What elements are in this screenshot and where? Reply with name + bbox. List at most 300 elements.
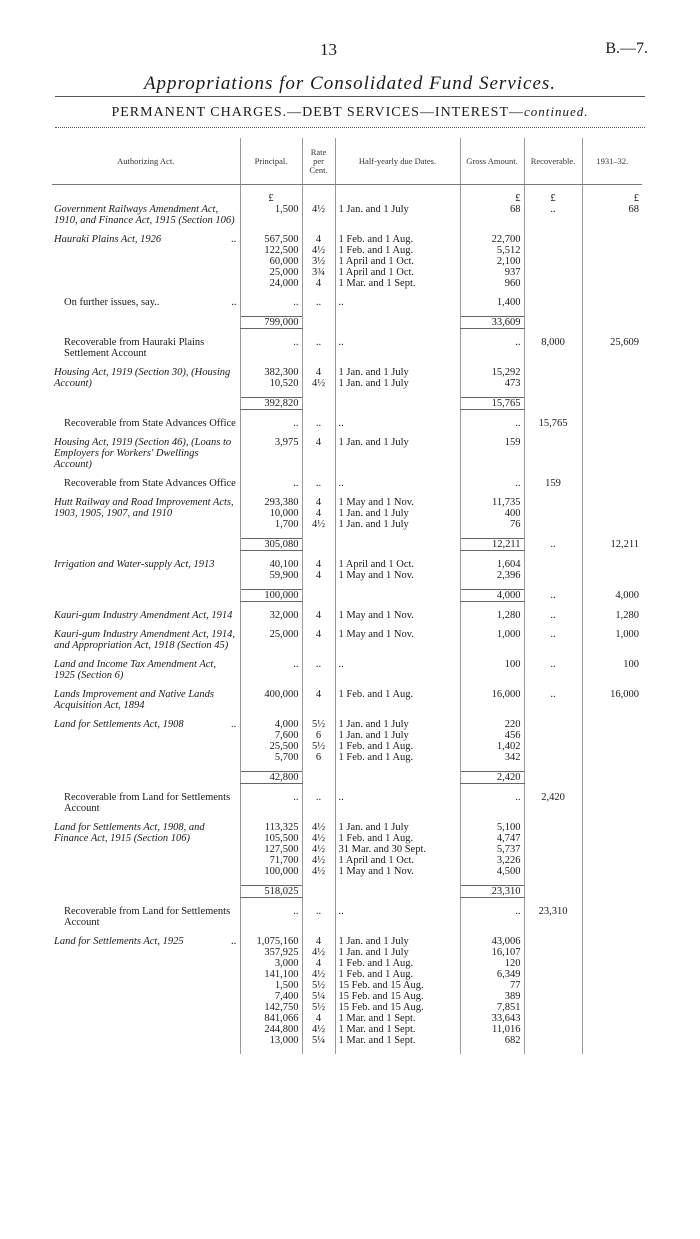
due-dates-cell [335, 297, 460, 308]
authorizing-act [52, 418, 240, 429]
act-cell [52, 398, 240, 410]
principal-value: 1,075,160 [256, 936, 299, 947]
recoverable-value [524, 497, 582, 530]
gross-amount-value: .. [515, 906, 521, 917]
gross-amount-value: 22,700 [491, 234, 521, 245]
recoverable-value [524, 822, 582, 877]
gross-amount-value: 120 [504, 958, 521, 969]
gross-amount-value: 16,000 [491, 689, 521, 700]
table-row [52, 659, 642, 681]
unit-recoverable: £ [524, 193, 582, 204]
principal-value: 244,800 [264, 1024, 299, 1035]
rate-value: 4½ [311, 204, 326, 215]
table-row [52, 418, 642, 429]
principal-cell [240, 297, 302, 308]
recoverable-value [524, 719, 582, 763]
gross-amount-cell [460, 204, 524, 226]
authorizing-act [52, 204, 240, 226]
recoverable-value: 15,765 [524, 418, 582, 429]
row-spacer [52, 551, 642, 560]
row-spacer [52, 898, 642, 907]
col-rate: Rate per Cent. [302, 138, 335, 185]
principal-value: 567,500 [264, 234, 299, 245]
act-name: Housing Act, 1919 (Section 30), (Housing Account) [54, 367, 231, 389]
due-dates-cell [335, 936, 460, 1046]
due-dates-value: .. [338, 297, 344, 308]
due-dates-cell [335, 497, 460, 530]
rate-value: .. [315, 337, 322, 348]
unit-principal: £ [240, 193, 302, 204]
principal-value: 113,325 [264, 822, 299, 833]
gross-amount-cell [460, 610, 524, 621]
year-total [582, 772, 642, 784]
gross-amount-cell [460, 234, 524, 289]
principal-value: .. [293, 297, 299, 308]
rate-cell [302, 398, 335, 410]
rate-value: 5½ [311, 741, 326, 752]
year-value [582, 234, 642, 289]
recoverable-value: 8,000 [524, 337, 582, 359]
gross-amount-value: 2,396 [496, 570, 521, 581]
year-value [582, 719, 642, 763]
rate-value: 4 [315, 508, 322, 519]
row-spacer [52, 226, 642, 234]
recoverable-cell [524, 317, 582, 329]
year-total [582, 317, 642, 329]
row-spacer [52, 928, 642, 936]
rate-cell [302, 659, 335, 681]
gross-amount-cell [460, 337, 524, 359]
principal-cell [240, 337, 302, 359]
due-dates-cell [335, 906, 460, 928]
row-spacer [52, 359, 642, 367]
principal-value: 841,066 [264, 1013, 299, 1024]
recoverable-cell: .. [524, 590, 582, 602]
act-name: Land for Settlements Act, 1925 [54, 936, 184, 947]
due-dates-value: 15 Feb. and 15 Aug. [338, 991, 424, 1002]
due-dates-cell [335, 629, 460, 651]
gross-amount-value: 15,292 [491, 367, 521, 378]
principal-cell [240, 234, 302, 289]
authorizing-act [52, 497, 240, 530]
due-dates-value: 1 May and 1 Nov. [338, 497, 414, 508]
principal-cell [240, 497, 302, 530]
table-row [52, 629, 642, 651]
principal-value: 32,000 [269, 610, 299, 621]
gross-amount-value: 473 [504, 378, 521, 389]
year-value: 1,000 [582, 629, 642, 651]
authorizing-act [52, 478, 240, 489]
principal-value: 5,700 [274, 752, 299, 763]
due-dates-value: 1 May and 1 Nov. [338, 610, 414, 621]
table-row [52, 610, 642, 621]
principal-value: 293,380 [264, 497, 299, 508]
act-name: Hauraki Plains Act, 1926 [54, 234, 162, 245]
gross-amount-value: 4,500 [496, 866, 521, 877]
authorizing-act [52, 367, 240, 389]
rate-cell [302, 539, 335, 551]
act-name: Hutt Railway and Road Improvement Acts, 1903, 1905, 1907, and 1910 [54, 497, 234, 519]
due-dates-value: 1 May and 1 Nov. [338, 866, 414, 877]
due-dates-value: 1 April and 1 Oct. [338, 855, 415, 866]
rate-value: 4½ [311, 833, 326, 844]
principal-value: 105,500 [264, 833, 299, 844]
due-dates-value: 1 Jan. and 1 July [338, 204, 409, 215]
year-value: 25,609 [582, 337, 642, 359]
due-dates-value: 1 April and 1 Oct. [338, 256, 415, 267]
principal-value: 13,000 [269, 1035, 299, 1046]
principal-value: 7,600 [274, 730, 299, 741]
gross-amount-value: .. [515, 478, 521, 489]
dates-cell [335, 539, 460, 551]
authorizing-act [52, 906, 240, 928]
principal-cell [240, 936, 302, 1046]
principal-value: 1,500 [274, 980, 299, 991]
rate-cell [302, 204, 335, 226]
gross-amount-value: 6,349 [496, 969, 521, 980]
principal-cell [240, 610, 302, 621]
due-dates-value: .. [338, 659, 344, 670]
gross-total: 4,000 [460, 590, 524, 602]
authorizing-act [52, 936, 240, 1046]
year-value: 1,280 [582, 610, 642, 621]
row-spacer [52, 308, 642, 317]
table-row [52, 204, 642, 226]
due-dates-value: 1 Jan. and 1 July [338, 367, 409, 378]
year-value [582, 478, 642, 489]
leader-dots: .. [231, 297, 237, 308]
rate-value: 6 [315, 730, 322, 741]
due-dates-value: .. [338, 906, 344, 917]
due-dates-cell [335, 559, 460, 581]
year-total [582, 886, 642, 898]
recoverable-value: .. [524, 610, 582, 621]
rate-cell [302, 367, 335, 389]
gross-amount-value: 3,226 [496, 855, 521, 866]
principal-value: 3,000 [274, 958, 299, 969]
due-dates-value: 1 May and 1 Nov. [338, 570, 414, 581]
recoverable-value [524, 234, 582, 289]
due-dates-value: 1 Mar. and 1 Sept. [338, 278, 416, 289]
subtotal-row [52, 317, 642, 329]
principal-value: .. [293, 792, 299, 803]
col-recoverable: Recoverable. [524, 138, 582, 185]
due-dates-cell [335, 792, 460, 814]
gross-amount-value: 159 [504, 437, 521, 448]
gross-amount-cell [460, 418, 524, 429]
principal-value: 4,000 [274, 719, 299, 730]
rate-cell [302, 936, 335, 1046]
authorizing-act [52, 437, 240, 470]
act-name: Recoverable from Hauraki Plains Settlement Account [64, 337, 205, 359]
act-name: Recoverable from State Advances Office [64, 418, 236, 429]
rate-value: 4 [315, 629, 322, 640]
col-authorizing-act: Authorizing Act. [52, 138, 240, 185]
authorizing-act [52, 297, 240, 308]
due-dates-value: 1 Jan. and 1 July [338, 822, 409, 833]
rate-value: 4 [315, 437, 322, 448]
principal-value: 71,700 [269, 855, 299, 866]
rate-cell [302, 689, 335, 711]
table-row [52, 234, 642, 289]
act-name: Recoverable from Land for Settlements Account [64, 792, 231, 814]
unit-gross: £ [460, 193, 524, 204]
table-row [52, 478, 642, 489]
year-value [582, 418, 642, 429]
due-dates-cell [335, 337, 460, 359]
authorizing-act [52, 559, 240, 581]
gross-amount-value: 43,006 [491, 936, 521, 947]
recoverable-value [524, 936, 582, 1046]
due-dates-value: 1 Feb. and 1 Aug. [338, 741, 414, 752]
act-cell [52, 590, 240, 602]
gross-amount-value: 4,747 [496, 833, 521, 844]
gross-amount-value: 68 [510, 204, 521, 215]
table-row [52, 792, 642, 814]
table-row [52, 689, 642, 711]
principal-value: .. [293, 659, 299, 670]
principal-value: 1,500 [274, 204, 299, 215]
recoverable-cell [524, 772, 582, 784]
subtotal-row [52, 539, 642, 551]
authorizing-act [52, 659, 240, 681]
principal-value: 10,000 [269, 508, 299, 519]
row-spacer [52, 470, 642, 478]
principal-total: 799,000 [240, 317, 302, 329]
principal-cell [240, 629, 302, 651]
recoverable-value: .. [524, 204, 582, 226]
gross-amount-value: 1,400 [496, 297, 521, 308]
principal-cell [240, 822, 302, 877]
rate-cell [302, 719, 335, 763]
gross-amount-value: 1,402 [496, 741, 521, 752]
rate-cell [302, 822, 335, 877]
gross-amount-value: 5,737 [496, 844, 521, 855]
dates-cell [335, 772, 460, 784]
gross-amount-cell [460, 906, 524, 928]
title-rule [55, 96, 645, 97]
due-dates-value: 15 Feb. and 15 Aug. [338, 1002, 424, 1013]
gross-amount-cell [460, 367, 524, 389]
principal-total: 392,820 [240, 398, 302, 410]
gross-total: 2,420 [460, 772, 524, 784]
year-value [582, 367, 642, 389]
act-cell [52, 539, 240, 551]
due-dates-value: 1 Jan. and 1 July [338, 519, 409, 530]
due-dates-value: 1 April and 1 Oct. [338, 267, 415, 278]
section-subtitle [0, 104, 700, 121]
act-cell [52, 317, 240, 329]
gross-amount-value: .. [515, 792, 521, 803]
year-value [582, 437, 642, 470]
rate-value: .. [315, 478, 322, 489]
recoverable-value: .. [524, 659, 582, 681]
table-row [52, 719, 642, 763]
principal-value: .. [293, 906, 299, 917]
row-spacer [52, 602, 642, 611]
table-row [52, 297, 642, 308]
due-dates-value: 1 Jan. and 1 July [338, 378, 409, 389]
table-row [52, 906, 642, 928]
recoverable-value: .. [524, 689, 582, 711]
principal-value: 382,300 [264, 367, 299, 378]
row-spacer [52, 711, 642, 719]
year-value: 68 [582, 204, 642, 226]
principal-cell [240, 719, 302, 763]
authorizing-act [52, 337, 240, 359]
rate-value: 4 [315, 936, 322, 947]
gross-amount-value: 960 [504, 278, 521, 289]
due-dates-cell [335, 659, 460, 681]
rate-cell [302, 559, 335, 581]
gross-amount-value: 400 [504, 508, 521, 519]
rate-value: .. [315, 297, 322, 308]
gross-amount-value: 1,280 [496, 610, 521, 621]
gross-amount-value: 1,000 [496, 629, 521, 640]
due-dates-value: 1 Jan. and 1 July [338, 947, 409, 958]
rate-value: 4 [315, 367, 322, 378]
rate-value: 6 [315, 752, 322, 763]
act-name: Kauri-gum Industry Amendment Act, 1914, and Appropriation Act, 1918 (Section 45) [54, 629, 236, 651]
due-dates-value: 1 Mar. and 1 Sept. [338, 1035, 416, 1046]
recoverable-value: 23,310 [524, 906, 582, 928]
rate-cell [302, 234, 335, 289]
col-year: 1931–32. [582, 138, 642, 185]
due-dates-value: .. [338, 337, 344, 348]
gross-amount-value: 33,643 [491, 1013, 521, 1024]
document-reference: B.—7. [605, 40, 648, 57]
due-dates-value: 1 Feb. and 1 Aug. [338, 958, 414, 969]
principal-value: 60,000 [269, 256, 299, 267]
due-dates-value: 31 Mar. and 30 Sept. [338, 844, 426, 855]
row-spacer [52, 681, 642, 689]
year-value: 16,000 [582, 689, 642, 711]
year-total: 4,000 [582, 590, 642, 602]
rate-value: 4½ [311, 866, 326, 877]
rate-value: 4½ [311, 844, 326, 855]
due-dates-value: 1 Jan. and 1 July [338, 508, 409, 519]
due-dates-cell [335, 234, 460, 289]
gross-amount-cell [460, 297, 524, 308]
page-number: 13 [320, 40, 337, 59]
year-value: 100 [582, 659, 642, 681]
unit-year: £ [582, 193, 642, 204]
principal-value: 59,900 [269, 570, 299, 581]
rate-cell [302, 772, 335, 784]
gross-amount-cell [460, 437, 524, 470]
due-dates-cell [335, 204, 460, 226]
principal-value: 24,000 [269, 278, 299, 289]
rate-value: 5¼ [311, 991, 326, 1002]
table-row [52, 822, 642, 877]
gross-amount-value: 11,735 [492, 497, 521, 508]
row-spacer [52, 410, 642, 419]
rate-value: 5½ [311, 980, 326, 991]
gross-amount-value: 5,100 [496, 822, 521, 833]
leader-dots: .. [231, 234, 237, 245]
gross-amount-value: .. [515, 418, 521, 429]
row-spacer [52, 877, 642, 886]
subtotal-row [52, 590, 642, 602]
row-spacer [52, 814, 642, 822]
row-spacer [52, 651, 642, 659]
principal-value: 25,000 [269, 267, 299, 278]
due-dates-value: 15 Feb. and 15 Aug. [338, 980, 424, 991]
rate-value: .. [315, 906, 322, 917]
gross-amount-value: 11,016 [492, 1024, 521, 1035]
rate-value: 4 [315, 610, 322, 621]
act-cell [52, 772, 240, 784]
due-dates-value: 1 Mar. and 1 Sept. [338, 1024, 416, 1035]
gross-amount-cell [460, 936, 524, 1046]
rate-value: 4½ [311, 378, 326, 389]
principal-cell [240, 478, 302, 489]
year-value [582, 906, 642, 928]
rate-value: 4 [315, 689, 322, 700]
dates-cell [335, 317, 460, 329]
principal-value: 10,520 [269, 378, 299, 389]
rate-cell [302, 337, 335, 359]
principal-value: 25,500 [269, 741, 299, 752]
principal-cell [240, 792, 302, 814]
principal-cell [240, 689, 302, 711]
principal-cell [240, 437, 302, 470]
dates-cell [335, 398, 460, 410]
rate-cell [302, 906, 335, 928]
due-dates-value: 1 Feb. and 1 Aug. [338, 234, 414, 245]
subtitle-main: PERMANENT CHARGES.—DEBT SERVICES—INTEREST— [111, 105, 525, 120]
due-dates-value: 1 Feb. and 1 Aug. [338, 245, 414, 256]
act-name: On further issues, say.. [64, 297, 160, 308]
due-dates-value: .. [338, 478, 344, 489]
recoverable-cell [524, 886, 582, 898]
act-name: Land for Settlements Act, 1908 [54, 719, 184, 730]
gross-amount-value: 342 [504, 752, 521, 763]
gross-amount-value: 456 [504, 730, 521, 741]
year-value [582, 792, 642, 814]
rate-value: 5½ [311, 719, 326, 730]
act-name: Recoverable from State Advances Office [64, 478, 236, 489]
principal-value: 142,750 [264, 1002, 299, 1013]
due-dates-cell [335, 437, 460, 470]
rate-value: 5½ [311, 1002, 326, 1013]
act-name: Recoverable from Land for Settlements Account [64, 906, 231, 928]
gross-amount-value: 389 [504, 991, 521, 1002]
act-name: Irrigation and Water-supply Act, 1913 [54, 559, 215, 570]
table-row [52, 936, 642, 1046]
year-total [582, 398, 642, 410]
rate-cell [302, 497, 335, 530]
rate-value: .. [315, 659, 322, 670]
principal-value: .. [293, 337, 299, 348]
gross-amount-cell [460, 659, 524, 681]
rate-value: 4 [315, 278, 322, 289]
recoverable-cell [524, 398, 582, 410]
rate-value: .. [315, 792, 322, 803]
principal-value: 40,100 [269, 559, 299, 570]
principal-value: 25,000 [269, 629, 299, 640]
due-dates-cell [335, 367, 460, 389]
row-spacer [52, 389, 642, 398]
recoverable-cell: .. [524, 539, 582, 551]
rate-value: 3¾ [311, 267, 326, 278]
row-spacer [52, 530, 642, 539]
authorizing-act [52, 792, 240, 814]
due-dates-value: 1 Feb. and 1 Aug. [338, 833, 414, 844]
principal-total: 518,025 [240, 886, 302, 898]
principal-value: .. [293, 418, 299, 429]
year-value [582, 559, 642, 581]
